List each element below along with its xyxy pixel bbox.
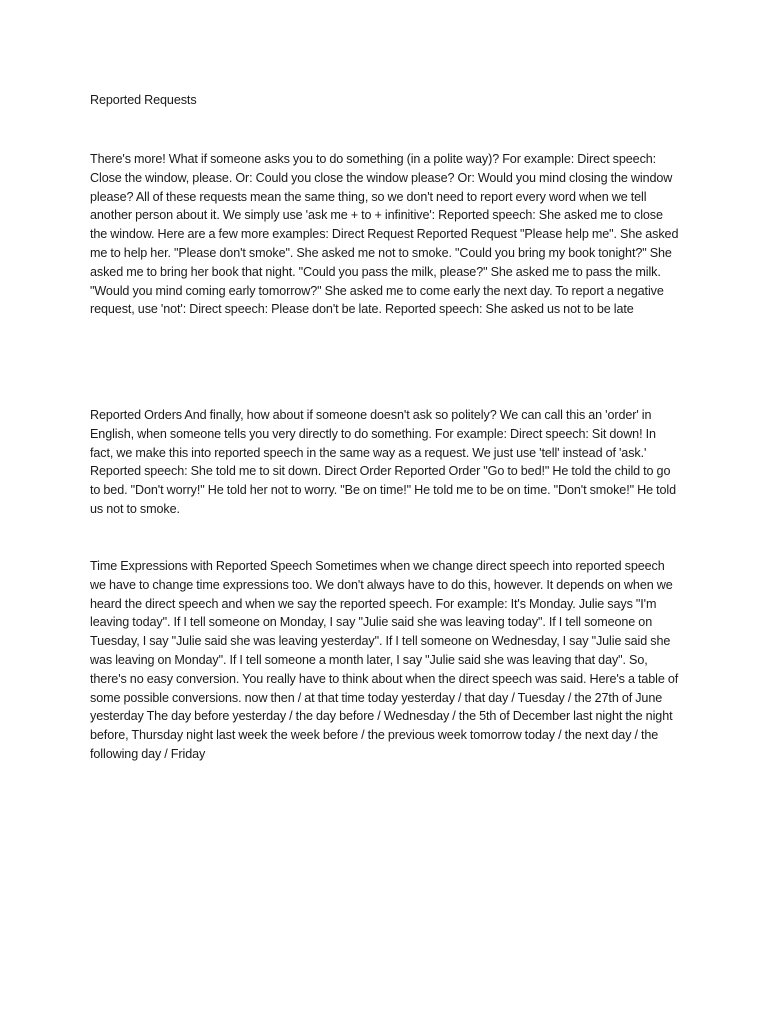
paragraph-reported-requests: There's more! What if someone asks you to do something (in a polite way)? For example: Direct speech: Close the window, please. Or: Could you close the window please? Or: Would you mind closing the window please? All of these requests mean the same thing, so we don't need to report every word when we tell another person about it. We simply use 'ask me + to + infinitive': Reported speech: She asked me to close the window. Here are a few more examples: Direct Request Reported Request "Please help me". She asked me to help her. "Please don't smoke". She asked me not to smoke. "Could you bring my book tonight?" She asked me to bring her book that night. "Could you pass the milk, please?" She asked me to pass the milk. "Would you mind coming early tomorrow?" She asked me to come early the next day. To report a negative request, use 'not': Direct speech: Please don't be late. Reported speech: She asked us not to be late	[90, 152, 679, 317]
paragraph-time-expressions: Time Expressions with Reported Speech Sometimes when we change direct speech into reported speech we have to change time expressions too. We don't always have to do this, however. It depends on when we heard the direct speech and when we say the reported speech. For example: It's Monday. Julie says "I'm leaving today". If I tell someone on Monday, I say "Julie said she was leaving today". If I tell someone on Tuesday, I say "Julie said she was leaving yesterday". If I tell someone on Wednesday, I say "Julie said she was leaving on Monday". If I tell someone a month later, I say "Julie said she was leaving that day". So, there's no easy conversion. You really have to think about when the direct speech was said. Here's a table of some possible conversions. now then / at that time today yesterday / that day / Tuesday / the 27th of June yesterday The day before yesterday / the day before / Wednesday / the 5th of December last night the night before, Thursday night last week the week before / the previous week tomorrow today / the next day / the following day / Friday	[90, 559, 679, 761]
paragraph-reported-orders: Reported Orders And finally, how about if someone doesn't ask so politely? We can call this an 'order' in English, when someone tells you very directly to do something. For example: Direct speech: Sit down! In fact, we make this into reported speech in the same way as a request. We just use 'tell' instead of 'ask.' Reported speech: She told me to sit down. Direct Order Reported Order "Go to bed!" He told the child to go to bed. "Don't worry!" He told her not to worry. "Be on time!" He told me to be on time. "Don't smoke!" He told us not to smoke.	[90, 408, 676, 516]
document-title: Reported Requests	[90, 93, 197, 107]
